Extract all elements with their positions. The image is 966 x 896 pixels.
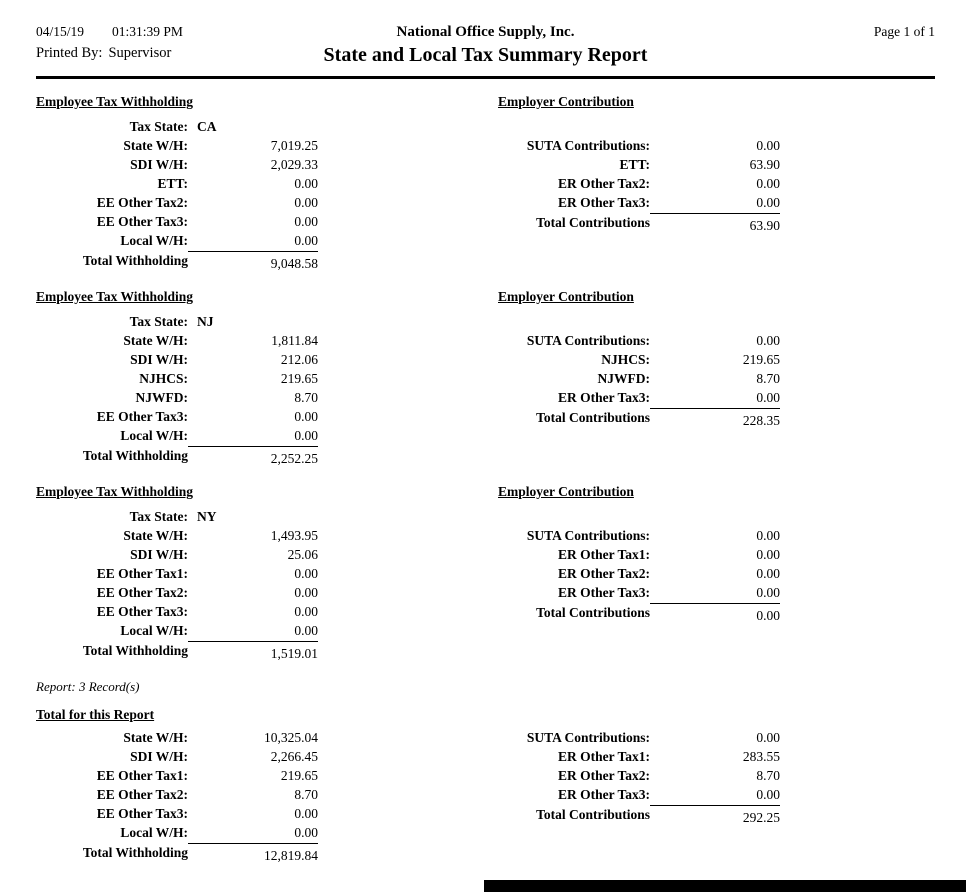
total-withholding-label: Total Withholding: [82, 253, 188, 268]
employee-tax-label: Local W/H:: [120, 623, 188, 638]
tax-section-ny: [36, 482, 935, 663]
employee-tax-value: 0.00: [294, 806, 318, 821]
record-count: Report: 3 Record(s): [36, 679, 140, 694]
employer-tax-value: 283.55: [742, 749, 780, 764]
employee-tax-row: [36, 545, 318, 564]
employee-tax-row: [36, 231, 318, 250]
employee-tax-row: [36, 621, 318, 640]
total-withholding-label: Total Withholding: [82, 448, 188, 463]
print-time: 01:31:39 PM: [112, 24, 183, 39]
employee-tax-row: [36, 564, 318, 583]
tax-state-label: Tax State:: [129, 119, 188, 134]
tax-state-value: CA: [197, 119, 217, 134]
employee-withholding-heading: Employee Tax Withholding: [36, 94, 194, 109]
employer-tax-row: [498, 545, 780, 564]
employee-tax-value: 1,493.95: [270, 528, 318, 543]
header-rule: [36, 76, 935, 79]
total-contributions-value: 292.25: [650, 805, 780, 827]
employer-tax-label: ER Other Tax3:: [557, 585, 650, 600]
employee-tax-row: [36, 766, 318, 785]
employee-tax-row: [36, 728, 318, 747]
report-totals: [36, 705, 935, 865]
employer-tax-row: [498, 136, 780, 155]
employer-tax-value: 0.00: [756, 333, 780, 348]
employee-tax-label: SDI W/H:: [130, 749, 188, 764]
employee-tax-label: SDI W/H:: [130, 352, 188, 367]
employee-tax-value: 0.00: [294, 623, 318, 638]
employer-contribution-heading: Employer Contribution: [498, 94, 634, 109]
employee-tax-label: State W/H:: [123, 528, 188, 543]
employee-tax-label: EE Other Tax1:: [96, 768, 188, 783]
employer-tax-row: [498, 785, 780, 804]
employee-tax-value: 25.06: [287, 547, 318, 562]
employee-tax-value: 2,029.33: [270, 157, 318, 172]
page-number: Page 1 of 1: [873, 24, 935, 39]
employee-tax-label: EE Other Tax3:: [96, 409, 188, 424]
employer-tax-value: 0.00: [756, 585, 780, 600]
employer-tax-row: [498, 583, 780, 602]
employer-tax-value: 8.70: [756, 371, 780, 386]
total-withholding-row: [36, 446, 318, 468]
employee-tax-row: [36, 583, 318, 602]
employee-tax-row: [36, 174, 318, 193]
employee-tax-value: 0.00: [294, 825, 318, 840]
employee-tax-row: [36, 426, 318, 445]
report-title: State and Local Tax Summary Report: [323, 44, 648, 66]
employer-tax-label: ER Other Tax1:: [557, 547, 650, 562]
employer-tax-value: 0.00: [756, 566, 780, 581]
tax-columns: [36, 92, 935, 273]
employer-tax-value: 63.90: [749, 157, 780, 172]
employer-tax-row: [498, 155, 780, 174]
employee-tax-label: EE Other Tax2:: [96, 787, 188, 802]
employee-tax-value: 0.00: [294, 566, 318, 581]
employer-tax-value: 0.00: [756, 390, 780, 405]
tax-section-nj: [36, 287, 935, 468]
employee-tax-row: [36, 369, 318, 388]
tax-state-row: [36, 507, 318, 526]
employee-tax-row: [36, 193, 318, 212]
employer-tax-value: 0.00: [756, 787, 780, 802]
employee-tax-column: [36, 482, 318, 663]
employer-tax-value: 0.00: [756, 195, 780, 210]
tax-state-value: NY: [197, 509, 217, 524]
employer-tax-row: [498, 564, 780, 583]
total-withholding-label: Total Withholding: [82, 643, 188, 658]
total-contributions-value: 0.00: [650, 603, 780, 625]
employee-tax-row: [36, 155, 318, 174]
total-contributions-value: 228.35: [650, 408, 780, 430]
employer-tax-label: SUTA Contributions:: [526, 528, 650, 543]
employee-withholding-heading: Employee Tax Withholding: [36, 289, 194, 304]
employee-tax-row: [36, 602, 318, 621]
employee-tax-label: Local W/H:: [120, 825, 188, 840]
employer-contribution-column: [498, 482, 780, 625]
employer-tax-label: ER Other Tax2:: [557, 768, 650, 783]
employee-tax-label: NJHCS:: [139, 371, 188, 386]
total-contributions-row: [498, 603, 780, 625]
employer-tax-row: [498, 728, 780, 747]
employee-tax-value: 0.00: [294, 409, 318, 424]
employer-tax-value: 0.00: [756, 176, 780, 191]
employee-tax-label: EE Other Tax3:: [96, 806, 188, 821]
employee-tax-row: [36, 136, 318, 155]
employee-tax-row: [36, 212, 318, 231]
employee-tax-value: 219.65: [280, 371, 318, 386]
employer-tax-label: ETT:: [619, 157, 650, 172]
printed-by-label: Printed By:: [36, 45, 103, 61]
employee-tax-label: EE Other Tax3:: [96, 604, 188, 619]
total-contributions-value: 63.90: [650, 213, 780, 235]
employee-tax-label: EE Other Tax1:: [96, 566, 188, 581]
employee-tax-label: EE Other Tax2:: [96, 195, 188, 210]
employee-withholding-heading: Employee Tax Withholding: [36, 484, 194, 499]
total-contributions-label: Total Contributions: [536, 215, 650, 230]
employer-tax-label: ER Other Tax1:: [557, 749, 650, 764]
printed-by: [36, 45, 286, 62]
employer-tax-value: 0.00: [756, 547, 780, 562]
employer-tax-label: ER Other Tax2:: [557, 176, 650, 191]
tax-state-value: NJ: [197, 314, 214, 329]
tax-columns: [36, 728, 935, 865]
employer-tax-label: SUTA Contributions:: [526, 138, 650, 153]
bottom-bar: [484, 880, 966, 892]
tax-columns: [36, 482, 935, 663]
employee-tax-column: [36, 728, 318, 865]
employer-tax-label: ER Other Tax2:: [557, 566, 650, 581]
employee-tax-label: Local W/H:: [120, 428, 188, 443]
employee-tax-value: 0.00: [294, 214, 318, 229]
printed-by-value: Supervisor: [108, 45, 172, 61]
employee-tax-value: 212.06: [280, 352, 318, 367]
tax-section-ca: [36, 92, 935, 273]
employee-tax-row: [36, 747, 318, 766]
row-spacer: [498, 507, 780, 526]
total-contributions-label: Total Contributions: [536, 807, 650, 822]
employee-tax-row: [36, 823, 318, 842]
employer-contribution-column: [498, 92, 780, 235]
employee-tax-value: 0.00: [294, 176, 318, 191]
tax-state-label: Tax State:: [129, 509, 188, 524]
employer-tax-row: [498, 369, 780, 388]
employee-tax-label: SDI W/H:: [130, 157, 188, 172]
employer-tax-row: [498, 766, 780, 785]
employee-tax-label: EE Other Tax3:: [96, 214, 188, 229]
employee-tax-row: [36, 331, 318, 350]
employer-tax-value: 0.00: [756, 528, 780, 543]
employee-tax-value: 7,019.25: [270, 138, 318, 153]
report-sections: [36, 92, 935, 663]
total-withholding-label: Total Withholding: [82, 845, 188, 860]
employer-tax-label: ER Other Tax3:: [557, 195, 650, 210]
header-center: [286, 24, 685, 67]
print-datetime: [36, 24, 286, 40]
employer-tax-value: 0.00: [756, 138, 780, 153]
header-left: [36, 24, 286, 62]
total-withholding-value: 2,252.25: [188, 446, 318, 468]
employer-tax-label: SUTA Contributions:: [526, 730, 650, 745]
report-header: [36, 24, 935, 67]
row-spacer: [498, 117, 780, 136]
employer-tax-row: [498, 331, 780, 350]
employee-tax-value: 2,266.45: [270, 749, 318, 764]
employer-tax-row: [498, 747, 780, 766]
tax-columns: [36, 287, 935, 468]
employer-tax-label: ER Other Tax3:: [557, 390, 650, 405]
total-contributions-row: [498, 408, 780, 430]
employee-tax-value: 0.00: [294, 428, 318, 443]
tax-state-row: [36, 117, 318, 136]
employer-contribution-heading: Employer Contribution: [498, 289, 634, 304]
employee-tax-row: [36, 526, 318, 545]
employer-tax-label: ER Other Tax3:: [557, 787, 650, 802]
total-withholding-row: [36, 641, 318, 663]
employer-tax-value: 0.00: [756, 730, 780, 745]
total-contributions-label: Total Contributions: [536, 410, 650, 425]
employee-tax-row: [36, 350, 318, 369]
employer-contribution-column: [498, 287, 780, 430]
employee-tax-value: 10,325.04: [264, 730, 318, 745]
tax-state-row: [36, 312, 318, 331]
employer-tax-row: [498, 526, 780, 545]
employee-tax-row: [36, 407, 318, 426]
employer-contribution-column: [498, 728, 780, 827]
tax-state-label: Tax State:: [129, 314, 188, 329]
total-withholding-value: 12,819.84: [188, 843, 318, 865]
company-name: National Office Supply, Inc.: [396, 24, 575, 40]
total-contributions-row: [498, 805, 780, 827]
total-withholding-row: [36, 843, 318, 865]
employee-tax-label: Local W/H:: [120, 233, 188, 248]
employee-tax-row: [36, 785, 318, 804]
total-withholding-value: 9,048.58: [188, 251, 318, 273]
employer-tax-label: NJWFD:: [597, 371, 650, 386]
employee-tax-value: 0.00: [294, 604, 318, 619]
employee-tax-value: 8.70: [294, 787, 318, 802]
report-total-heading: Total for this Report: [36, 707, 155, 722]
employee-tax-value: 0.00: [294, 233, 318, 248]
employee-tax-label: State W/H:: [123, 138, 188, 153]
employer-tax-value: 219.65: [742, 352, 780, 367]
employer-tax-label: NJHCS:: [601, 352, 650, 367]
employee-tax-label: State W/H:: [123, 730, 188, 745]
employee-tax-label: ETT:: [157, 176, 188, 191]
employee-tax-column: [36, 287, 318, 468]
employee-tax-row: [36, 804, 318, 823]
employee-tax-value: 8.70: [294, 390, 318, 405]
employer-tax-row: [498, 193, 780, 212]
employee-tax-label: NJWFD:: [135, 390, 188, 405]
employee-tax-value: 0.00: [294, 585, 318, 600]
employer-tax-row: [498, 350, 780, 369]
employer-contribution-heading: Employer Contribution: [498, 484, 634, 499]
employer-tax-label: SUTA Contributions:: [526, 333, 650, 348]
employee-tax-value: 219.65: [280, 768, 318, 783]
total-withholding-value: 1,519.01: [188, 641, 318, 663]
employee-tax-row: [36, 388, 318, 407]
print-date: 04/15/19: [36, 24, 85, 39]
employee-tax-value: 1,811.84: [271, 333, 318, 348]
employer-tax-value: 8.70: [756, 768, 780, 783]
employee-tax-label: SDI W/H:: [130, 547, 188, 562]
employee-tax-column: [36, 92, 318, 273]
total-contributions-row: [498, 213, 780, 235]
employee-tax-label: EE Other Tax2:: [96, 585, 188, 600]
total-withholding-row: [36, 251, 318, 273]
row-spacer: [498, 312, 780, 331]
employer-tax-row: [498, 174, 780, 193]
employee-tax-value: 0.00: [294, 195, 318, 210]
employee-tax-label: State W/H:: [123, 333, 188, 348]
employer-tax-row: [498, 388, 780, 407]
total-contributions-label: Total Contributions: [536, 605, 650, 620]
